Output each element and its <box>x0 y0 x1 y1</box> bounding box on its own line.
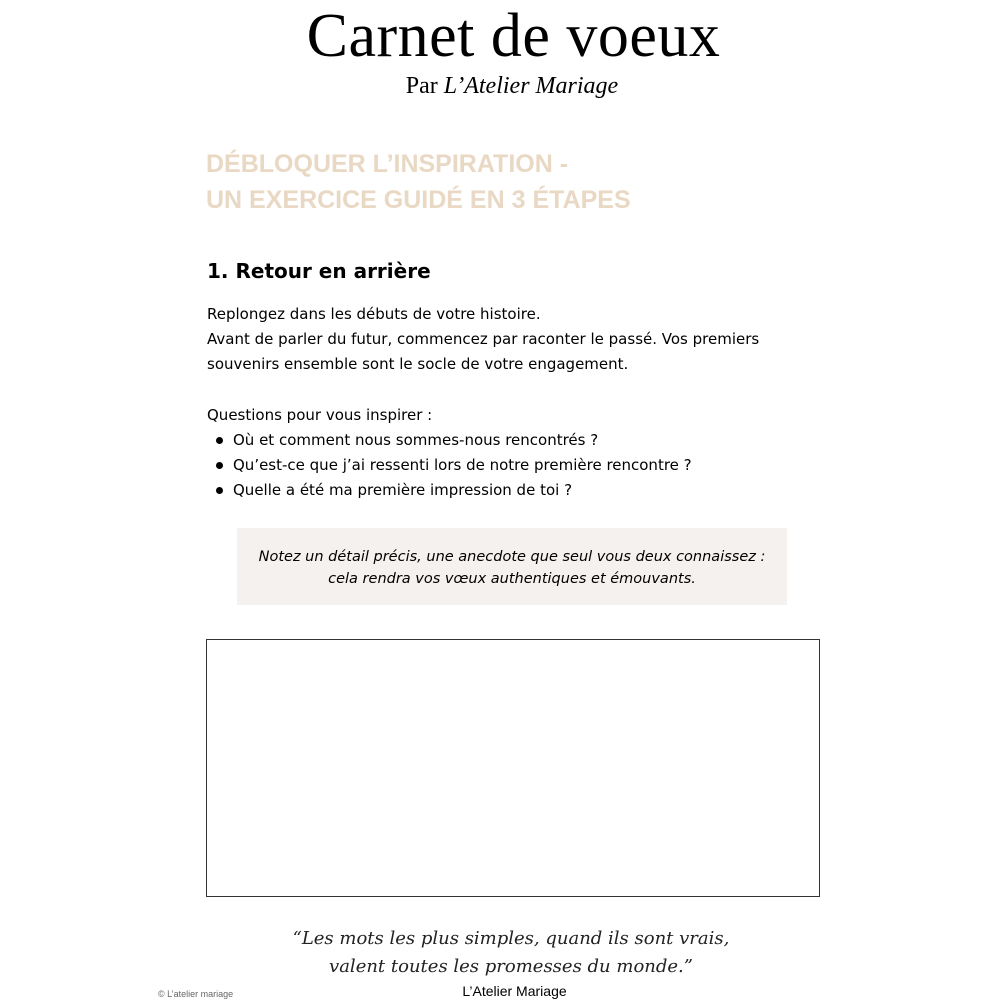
subtitle-prefix: Par <box>405 73 444 99</box>
bullet-icon <box>216 462 223 469</box>
subtitle-brand: L’Atelier Mariage <box>443 73 619 99</box>
quote-author: L’Atelier Mariage <box>462 983 567 999</box>
page-title: Carnet de voeux <box>306 2 721 70</box>
list-item <box>207 453 692 478</box>
question-text: Qu’est-ce que j’ai ressenti lors de notre première rencontre ? <box>233 456 692 474</box>
tip-line-2: cela rendra vos vœux authentiques et émouvants. <box>328 571 696 587</box>
section-heading-line-2: UN EXERCICE GUIDÉ EN 3 ÉTAPES <box>206 186 631 214</box>
intro-line-2: Avant de parler du futur, commencez par raconter le passé. Vos premiers souvenirs ensemble sont le socle de votre engagement. <box>207 330 760 373</box>
list-item <box>207 478 692 503</box>
step-intro <box>207 302 827 377</box>
footer-quote <box>0 925 1000 981</box>
page-subtitle <box>0 71 1000 101</box>
section-heading-line-1: DÉBLOQUER L’INSPIRATION - <box>206 150 569 178</box>
questions-label: Questions pour vous inspirer : <box>207 406 433 424</box>
quote-line-2: valent toutes les promesses du monde.” <box>329 956 693 977</box>
question-text: Quelle a été ma première impression de toi ? <box>233 481 573 499</box>
list-item <box>207 428 692 453</box>
step-title: 1. Retour en arrière <box>207 259 431 283</box>
questions-list <box>207 428 692 503</box>
intro-line-1: Replongez dans les débuts de votre histoire. <box>207 305 541 323</box>
section-heading <box>206 146 631 218</box>
tip-line-1: Notez un détail précis, une anecdote que seul vous deux connaissez : <box>258 549 766 565</box>
bullet-icon <box>216 487 223 494</box>
question-text: Où et comment nous sommes-nous rencontrés ? <box>233 431 599 449</box>
quote-line-1: “Les mots les plus simples, quand ils sont vrais, <box>292 928 730 949</box>
writing-area[interactable] <box>206 639 820 897</box>
tip-box <box>237 528 787 605</box>
copyright-notice: © L’atelier mariage <box>158 989 234 999</box>
bullet-icon <box>216 437 223 444</box>
